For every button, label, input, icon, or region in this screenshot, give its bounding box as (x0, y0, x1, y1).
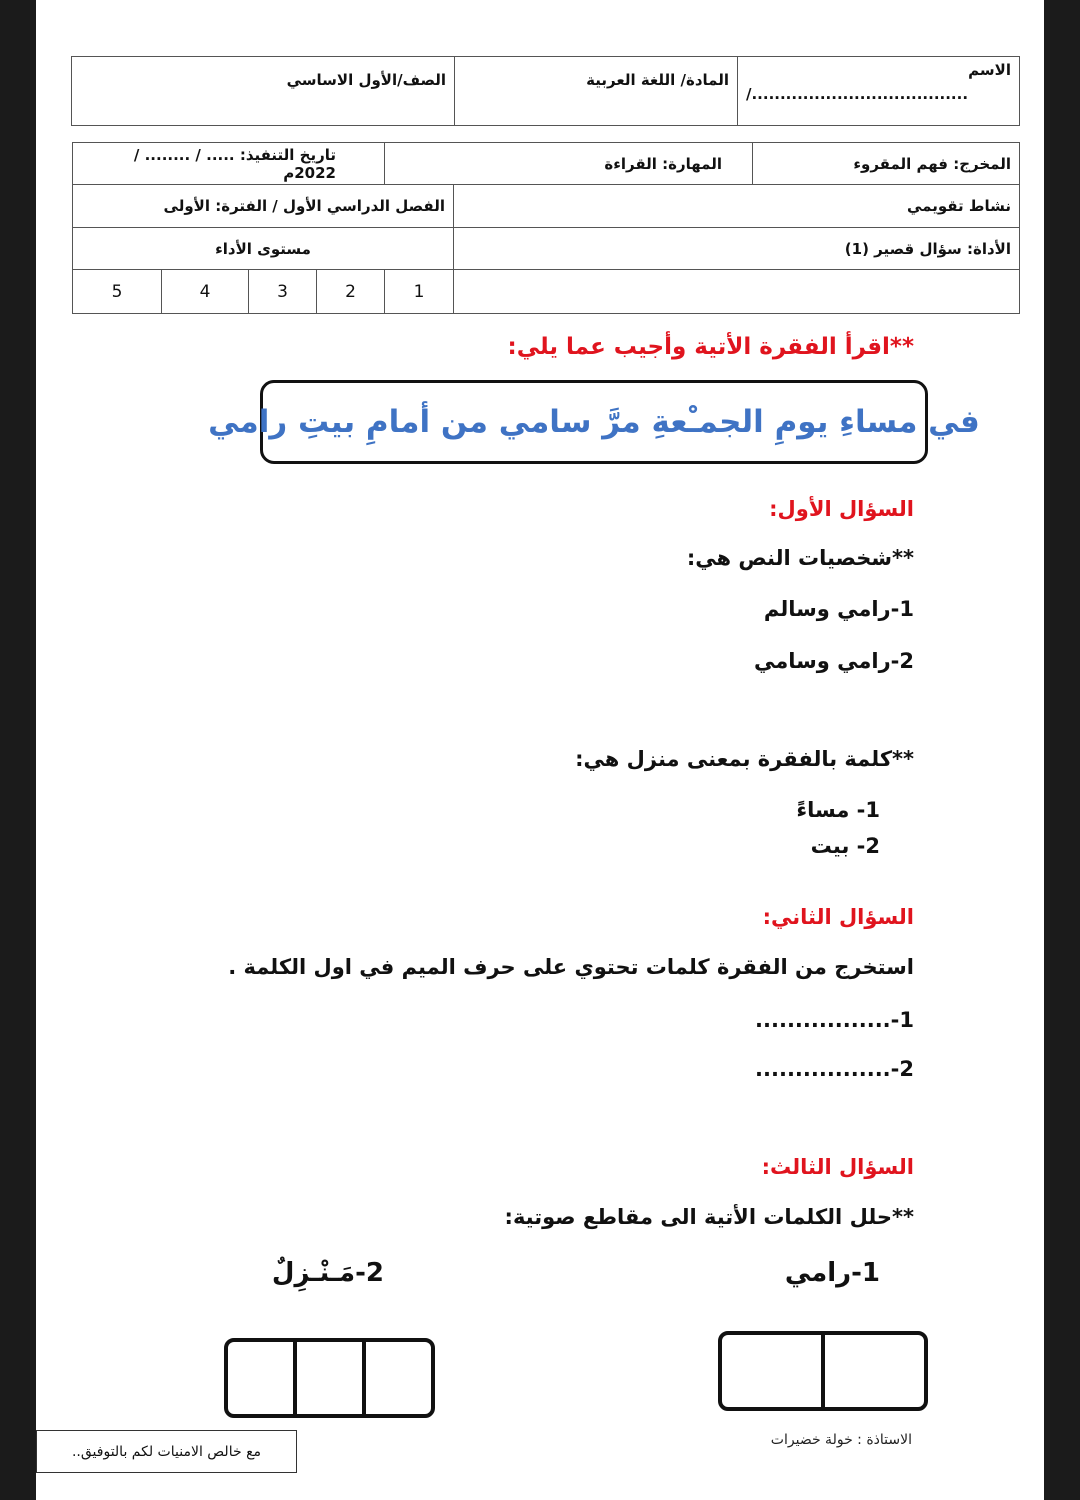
syllable-boxes-word-1 (718, 1331, 928, 1411)
level-cell-3 (249, 270, 317, 314)
performance-label: مستوى الأداء (215, 239, 311, 258)
q2-blank-2: 2-................. (755, 1057, 914, 1081)
skill-text: المهارة: القراءة (604, 154, 722, 173)
q1-part2-prompt: **كلمة بالفقرة بمعنى منزل هي: (575, 747, 914, 771)
level-cell-1 (385, 270, 454, 314)
outcome-cell (753, 143, 1020, 185)
activity-text: نشاط تقويمي (906, 197, 1011, 215)
date-text: تاريخ التنفيذ: ..... / ........ / 2022م (133, 145, 336, 182)
q1-part2-option-2: 2- بيت (810, 834, 880, 858)
q3-title: السؤال الثالث: (761, 1155, 914, 1179)
syllable-boxes-word-2 (224, 1338, 435, 1418)
q2-title: السؤال الثاني: (762, 905, 914, 929)
subject-text: المادة/ اللغة العربية (586, 71, 729, 89)
tool-text: الأداة: سؤال قصير (1) (844, 239, 1011, 258)
term-cell (73, 185, 454, 228)
header-table (71, 56, 1020, 126)
level-3: 3 (277, 281, 288, 302)
name-label: الاسم (968, 61, 1011, 79)
term-text: الفصل الدراسي الأول / الفترة: الأولى (163, 197, 445, 215)
level-5: 5 (111, 281, 123, 302)
date-cell (73, 143, 385, 185)
q3-word-1: 1-رامي (784, 1258, 880, 1288)
footer-text: مع خالص الامنيات لكم بالتوفيق.. (71, 1443, 262, 1460)
q2-prompt: استخرج من الفقرة كلمات تحتوي على حرف الميم في اول الكلمة . (228, 955, 914, 979)
level-2: 2 (345, 281, 356, 302)
level-cell-2 (317, 270, 385, 314)
level-4: 4 (199, 281, 211, 302)
syllable-cell (228, 1342, 293, 1414)
grade-cell (72, 57, 455, 126)
level-1: 1 (413, 281, 425, 302)
level-cell-4 (162, 270, 249, 314)
grade-text: الصف/الأول الاساسي (286, 71, 446, 89)
activity-cell (454, 185, 1020, 228)
q3-word-2: 2-مَـنْـزِلٌ (271, 1258, 384, 1288)
tool-cell (454, 228, 1020, 270)
syllable-cell (821, 1335, 924, 1407)
q1-part1-option-2: 2-رامي وسامي (753, 649, 914, 673)
q2-blank-1: 1-................. (755, 1008, 914, 1032)
skill-cell (385, 143, 753, 185)
level-cell-5 (73, 270, 162, 314)
levels-blank-cell (454, 270, 1020, 314)
teacher-name: الاستاذة : خولة خضيرات (770, 1432, 912, 1448)
passage-text: في مساءِ يومِ الجمـْعةِ مرَّ سامي من أمامِ بيتِ رامي (208, 404, 980, 440)
q1-title: السؤال الأول: (769, 497, 914, 521)
subject-cell (455, 57, 738, 126)
syllable-cell (362, 1342, 431, 1414)
footer-box (36, 1430, 297, 1473)
performance-cell (73, 228, 454, 270)
info-table (72, 142, 1020, 314)
q3-prompt: **حلل الكلمات الأتية الى مقاطع صوتية: (504, 1205, 914, 1229)
syllable-cell (293, 1342, 362, 1414)
q1-part2-option-1: 1- مساءً (796, 798, 880, 822)
q1-part1-prompt: **شخصيات النص هي: (686, 546, 914, 570)
name-cell (738, 57, 1020, 126)
syllable-cell (722, 1335, 821, 1407)
instruction: **اقرأ الفقرة الأتية وأجيب عما يلي: (507, 334, 914, 360)
passage-box (208, 380, 980, 464)
q1-part1-option-1: 1-رامي وسالم (763, 597, 914, 621)
outcome-text: المخرج: فهم المقروء (853, 154, 1011, 173)
name-dots: /...................................... (746, 85, 969, 103)
